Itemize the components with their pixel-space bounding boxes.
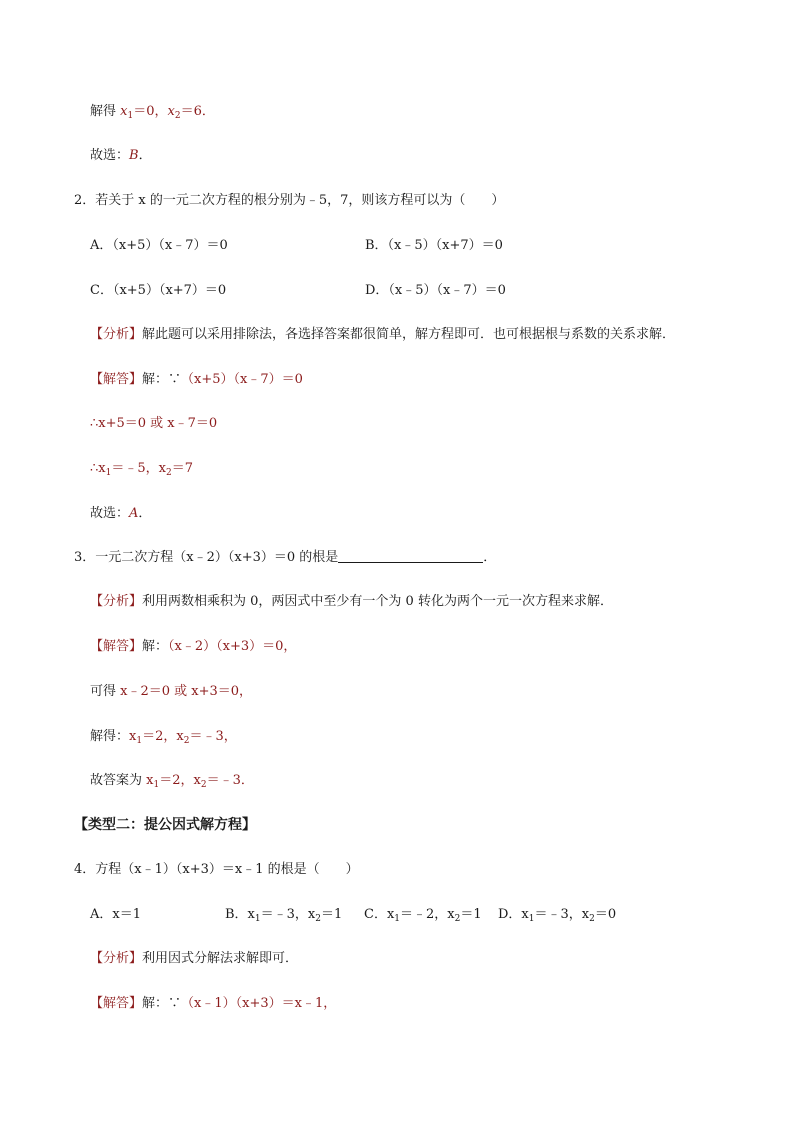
subscript: 1 (127, 111, 134, 121)
q4-analysis (90, 950, 298, 968)
analysis-text: 利用因式分解法求解即可． (142, 951, 299, 966)
subscript: 2 (315, 914, 321, 924)
q2-answer (90, 371, 303, 389)
q2-option-a: A．（x+5）（x﹣7）＝0 (90, 238, 228, 253)
q3-analysis (90, 593, 613, 611)
q3-step-2 (90, 728, 237, 746)
answer-blank[interactable] (338, 549, 483, 563)
choice-label: 故选： (90, 148, 130, 163)
prev-choice-line (90, 147, 152, 165)
q2-step-2 (90, 460, 193, 478)
subscript: 1 (254, 914, 261, 924)
math: x (146, 773, 154, 788)
math: ＝﹣3， (189, 729, 237, 744)
var-x: x (120, 104, 128, 119)
q3-final (90, 772, 254, 790)
analysis-text: 解此题可以采用排除法，各选择答案都很简单，解方程即可．也可根据根与系数的关系求解． (142, 327, 676, 342)
question-text: 方程（x﹣1）（x+3）＝x﹣1 的根是（ ） (95, 862, 359, 877)
answer-tag: 【解答】 (90, 996, 143, 1011)
analysis-tag: 【分析】 (90, 594, 143, 609)
q4-answer (90, 995, 336, 1013)
answer-tag: 【解答】 (90, 372, 143, 387)
math: ＝﹣5，x (111, 461, 166, 476)
answer-lead: 解：∵ (142, 372, 182, 387)
section-heading: 【类型二：提公因式解方程】 (74, 817, 256, 833)
q2-option-d: D．（x﹣5）（x﹣7）＝0 (365, 283, 506, 298)
punct: ． (483, 550, 497, 565)
q2-option-c: C．（x+5）（x+7）＝0 (90, 283, 227, 298)
var-x: x (167, 104, 175, 119)
subscript: 2 (589, 914, 595, 924)
q2-step-1: ∴x+5＝0 或 x﹣7＝0 (90, 416, 218, 431)
value: ＝0， (133, 104, 168, 119)
question-number: 4． (74, 862, 96, 877)
punct: ． (138, 506, 152, 521)
math: B．x (225, 907, 255, 922)
q3-step-1 (90, 683, 252, 701)
prev-solution-line (90, 103, 215, 121)
final-label: 故答案为 (90, 773, 147, 788)
math: D．x (498, 907, 529, 922)
math: ＝7 (171, 461, 193, 476)
q4-option-b (225, 906, 342, 924)
question-2-stem (74, 192, 504, 210)
subscript: 1 (136, 736, 143, 746)
q2-option-b: B．（x﹣5）（x+7）＝0 (365, 238, 503, 253)
math: ＝0 (594, 907, 617, 922)
math: x﹣2＝0 或 x+3＝0， (120, 684, 253, 699)
choice-answer: A (129, 506, 139, 521)
answer-lead: 解：∵ (142, 996, 182, 1011)
math: C．x (364, 907, 395, 922)
choice-label: 故选： (90, 506, 130, 521)
answer-tag: 【解答】 (90, 639, 143, 654)
q2-choice (90, 505, 151, 523)
q4-option-d (498, 906, 616, 924)
q4-option-c (364, 906, 482, 924)
punct: ． (138, 148, 152, 163)
answer-lead: 解： (142, 639, 169, 654)
choice-answer: B (129, 148, 139, 163)
step-label: 可得 (90, 684, 121, 699)
subscript: 1 (528, 914, 535, 924)
math: ＝2，x (142, 729, 184, 744)
subscript: 1 (153, 780, 160, 790)
math: ＝﹣3． (206, 773, 254, 788)
answer-equation: （x+5）（x﹣7）＝0 (181, 372, 303, 387)
answer-equation: （x﹣2）（x+3）＝0， (168, 639, 297, 654)
math: ＝1 (460, 907, 482, 922)
analysis-text: 利用两数相乘积为 0，两因式中至少有一个为 0 转化为两个一元一次方程来求解． (142, 594, 613, 609)
question-number: 2． (74, 193, 96, 208)
math: ∴x (90, 461, 106, 476)
analysis-tag: 【分析】 (90, 951, 143, 966)
q2-analysis (90, 326, 675, 344)
math: ＝1 (320, 907, 343, 922)
subscript: 2 (174, 111, 181, 121)
solution-label: 解得 (90, 104, 121, 119)
math: ＝﹣2，x (400, 907, 455, 922)
subscript: 2 (200, 780, 207, 790)
analysis-tag: 【分析】 (90, 327, 143, 342)
math: ＝2，x (159, 773, 201, 788)
math: x (129, 729, 137, 744)
q3-answer (90, 638, 296, 656)
math: ＝﹣3，x (534, 907, 590, 922)
question-text: 若关于 x 的一元二次方程的根分别为﹣5，7，则该方程可以为（ ） (95, 193, 505, 208)
question-4-stem (74, 861, 359, 879)
value: ＝6． (180, 104, 215, 119)
subscript: 2 (183, 736, 190, 746)
question-number: 3． (74, 550, 96, 565)
answer-equation: （x﹣1）（x+3）＝x﹣1， (181, 996, 337, 1011)
subscript: 1 (105, 468, 112, 478)
subscript: 2 (454, 914, 461, 924)
math: ＝﹣3，x (260, 907, 316, 922)
q4-option-a: A．x＝1 (90, 907, 141, 922)
subscript: 1 (394, 914, 401, 924)
question-3-stem (74, 549, 496, 567)
subscript: 2 (165, 468, 172, 478)
step-label: 解得： (90, 729, 130, 744)
question-text: 一元二次方程（x﹣2）（x+3）＝0 的根是 (95, 550, 339, 565)
